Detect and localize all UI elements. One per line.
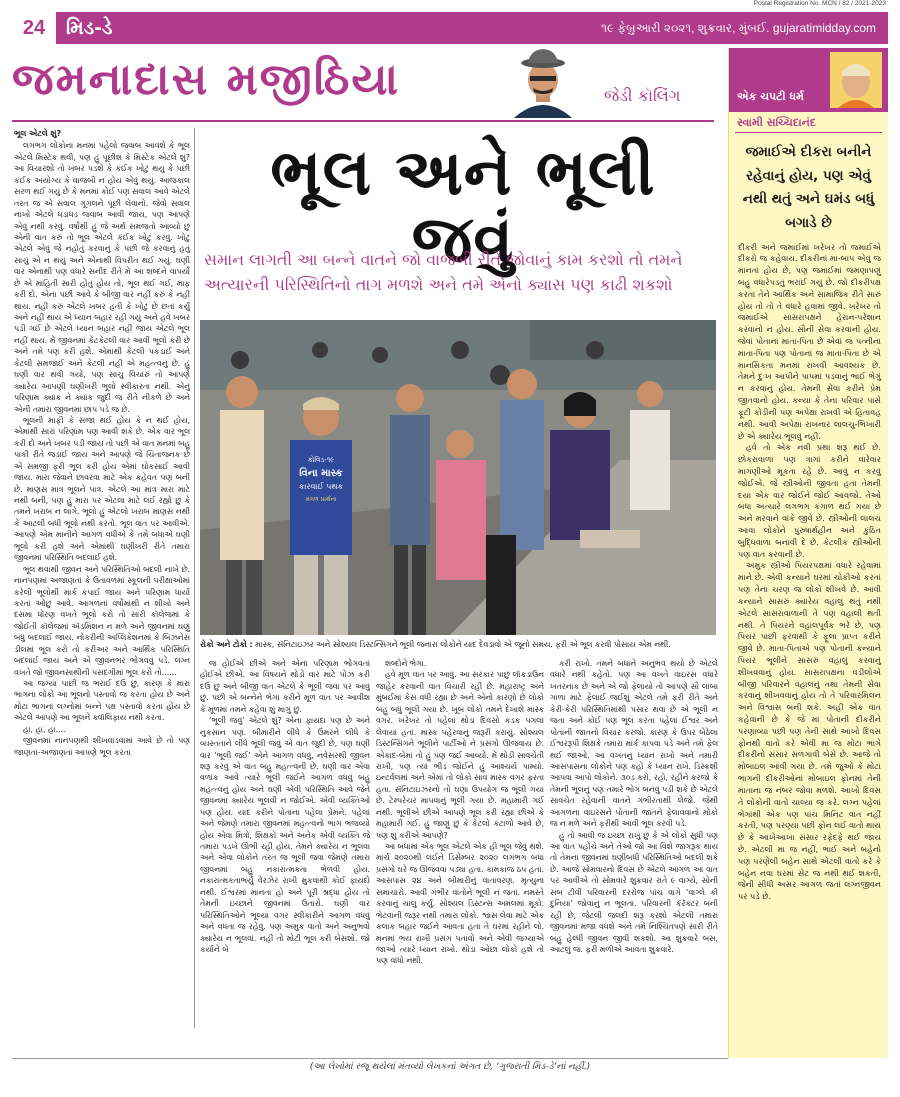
body-paragraph: લગભગ લોકોના મનમાં પહેલો જવાબ આવશે કે ભૂલ એટલે મિસ્ટેક થવી, પણ હું પૂછીશ કે મિસ્ટેક એટલે શું? આ વિચારશો તો ખબર પડશે કે કંઈક ખોટું થયું કે પછી કંઈક અયોગ્ય કે વાજબી ન હોય એવું થયું. આજકાલ સરળ થઈ ગયું છે કે મનમાં કોઈ પણ સવાલ આવે એટલે તરત જ એ સવાલ ગૂગલને પૂછી લેવાનો. જેવો સવાલ નાખો એટલે ધડાધડ જવાબ આવી જાય, પણ આપણે એવું નથી કરવું. વર્ષોથી હું જે અર્થ સમજતો આવ્યો છું એની વાત કરું તો ભૂલ એટલે કંઈક ખોટું કરવું. ખોટું એટલે એવું જે નહોતું કરવાનું કે પછી જે કરવાનું હતું સાચું એ ન થયું અને એનાથી વિપરીત થઈ ગયું. ઘણી વાર એનાથી પણ વધારે સનીદ રીતે મેં આ શબ્દને વાપર્યો છે એ માહિતી સારી હોતું હોય તો, ભૂલ થઈ ગઈ, માફ કરી દો. એના પછી આવે કે બીજી વાર નહીં કરું કે નહીં થાય. નહીં કરું એટલે ખબર હતી કે ખોટું છે છતાં કર્યું અને નહીં થાય એ ધ્યાન બહાર રહી ગયું અને હવે ખબર પડી ગઈ છે એટલે ધ્યાન બહાર નહીં જાય એટલે ભૂલ નહીં થાય. મેં જીવનમાં કેટકેટલી વાર આવી ભૂલો કરી છે અને તમે પણ કરી હશે. એમાંથી કેટલી પકડાઈ અને કેટલી સમજાઈ અને કેટલી નહીં એ મહત્ત્વનું છે. હું ઘણી વાર થવી ગયો, પણ સાચું વિચારું તો આપણે ક્યારેય આપણી ઘણીખરી ભૂલો સ્વીકારતા નથી. એનું પરિણામ ક્યાંક ને ક્યાંક જુદી જ રીતે નીકળે છે અને એની તમારા જીવનમાં છાપ પડે જ છે. (14, 141, 190, 414)
sidebar-paragraph: હવે તો એક નવી પ્રથા શરૂ થઈ છે. છોકરાવાળા પણ ત્રાગાં કરીને વારેવાર માગણીઓ મૂકતા રહે છે. આવું ન કરવું જોઈએ. જે સ્ત્રીઓની જીવતા હતા તેમની દયા એક વાર જોઈને જોઈ આવજો. તેઓ બધા અત્યારે લગભગ કંગાળ થઈ ગયા છે અને મરવાને વાંકે જીવે છે. સ્ત્રીઓની લાલચ આવા લોકોને પુરુષાર્થહીન અને કુંઠિત બુદ્ધિવાળા બનાવી દે છે. કેટલીક સ્ત્રીઓની પણ વાત કરવાની છે. (738, 442, 881, 559)
columnist-name: જમનાદાસ મજીઠિયા (12, 54, 401, 105)
body-paragraph: જીવનમાં નાનપણથી શીખવાડવામાં આવે છે તો પણ જાણતાં-અજાણતાં આપણે ભૂલ કરતા (14, 736, 190, 757)
intro-question: ભૂલ એટલે શું? (14, 129, 62, 138)
sidebar-rule (735, 132, 882, 133)
page-number: 24 (12, 12, 56, 44)
body-paragraph: કરી રાખો. તમને બધાને અનુભવ થયો છે એટલે વધારે નથી કહેતો. પણ આ વખતે વાઇરસ વધારે ખતરનાક છે અને એ જો ફેલાયો તો આપણે સૌ લાંબા ગાળા માટે ફેલાઈ જઈશું એટલે તમે ફરી રીતે અને કેરી-કેરી પરિસ્થિતિમાંથી પસાર થવા છે એ ભૂલી ન જતા અને કોઈ પણ ભૂલ કરતા પહેલાં ઈશ્વર અને પોતાની જાતનો વિચાર કરજો. કારણ કે ઉપર બેઠેલા ઈશ્વરરૂપી શિક્ષકે તમારા માર્ક કાપવા પડે અને તમે ફેલ થઈ જાઓ. આ વખતનું ધ્યાન રાખો અને તમારી આસપાસના લોકોને પણ કહો કે ધ્યાન રાખે. ડિસ્ક્રશી આપવા આપો લોકોને. ૩૦ડ કરો, રહો, રહીને કરજો કે તેમની ભૂલનું પણ તમારે ભોગ બનવું પડી શકે છે એટલે સાવચેત રહેવાની વાતને ગંભીરતાથી લેજો. જેથી આગળના વાઇરસને પોતાની જાતને ફેલાવવાનો મોકો જ ન મળે અને ફરીથી આવી ભૂલ કરવી પડે. (550, 659, 718, 829)
footer-rule (12, 1058, 728, 1059)
article-deck: સમાન લાગતી આ બન્ને વાતને જો વાજબી રીતે જોવાનું કામ કરશો તો તમને અત્યારની પરિસ્થિતિનો તાગ મળશે અને તમે એનો ક્યાસ પણ કાઢી શકશો (204, 250, 683, 294)
caption-text: માસ્ક, સૅનિટાઇઝર અને સોશ્યલ ડિસ્ટન્સિંગને ભૂલી જનારા લોકોને યાદ દેવડાવો એ જૂનો સમય. ફરી એ ભૂલ કરવી પોસાય એમ નથી. (255, 640, 671, 649)
body-paragraph: ‘ભૂલી જવું’ એટલે શું? એના ફાયદા પણ છે અને નુકસાન પણ. બીમારીને લીધે કે ઉંમરને લીધે કે વ્યસ્તતાને લીધે ભૂલી જવું એ વાત જુદી છે, પણ ઘણી વાર ‘ભૂલી જઈ’ એને આગળ વધવું, નવેસરથી જીવન શરૂ કરવું એ વાત બહુ મહત્ત્વની છે. ઘણી વાર એવા વળાંક આવે ત્યારે ભૂલી જઈને આગળ વધવું બહુ મહત્ત્વનું હોય અને ઘણી એવી પરિસ્થિતિ આવે જેને જીવનમાં ક્યારેય ભૂલવી ન જોઈએ. એવી વ્યક્તિઓ પણ હોય. યાદ કરીને પોતાના પહેલા પ્રેમને. પહેલાં અને જેમણે તમારા જીવનમાં મહત્ત્વનો ભાગ ભજવ્યો હોય એવા મિત્રો, શિક્ષકો અને અનેક એવી વ્યક્તિ જે તમારા પડખે ઊભી રહી હોય. તેમને ક્યારેય ન ભૂલવા અને એવા લોકોને તરત જ ભૂલી જવા જેમણે તમારા જીવનમાં બહુ નકારાત્મકતા ભેળવી હોય. નકારાત્મકતાભર્યું વેરઝેર રાખી મુકવાથી કોઈ ફાયદો નથી. ઈશ્વરમાં માનતા હો અને પૂરી શ્રદ્ધા હોય તો તેમની ઇચ્છાને જીવનમાં ઉતારો. ઘણી વાર પરિસ્થિતિઓને ભૂલ્યા વગર સ્વીકારીને આગળ વધવું અને વધતા જ રહેવું. પણ અમુક વાતો અને અનુભવો ક્યારેય ન ભૂલવાં. નહીં તો મોટી ભૂલ કરી બેસશો. જો કર્યાને બે (200, 716, 370, 954)
article-photo (200, 320, 716, 635)
vest-text-line-3: કારવાઈ પથક (298, 482, 344, 491)
sidebar-body (729, 242, 888, 904)
photo-caption (200, 640, 716, 651)
article-column-4 (550, 658, 718, 1028)
column-name: જેડી કૉલિંગ (604, 86, 681, 105)
sidebar-paragraph: અમુક સ્ત્રીઓ પિયરપક્ષમાં વધારે રહેવામાં માને છે. એવી કન્યાને ઘરમાં ચોકીઓ કરતાં પણ તેના ચરણ જ લોકો શીખવે છે. આવી કન્યાને સાસરું ક્યારેય વહાલું થતું નથી એટલે સાસરાવાળાની તે પણ વહાલી થતી નથી. તે પિયરને વહાલપૂર્વક ભરે છે, પણ પિયર પાછી ફરવાથી કે ફૂલા પ્રાપ્ત કરીને જીવે છે. માતા-પિતાએ પણ પોતાની કન્યાને પિયર ભૂલીને સાસરું વહાલું કરવાનું શીખવવાનું હોય. સાસરાપક્ષના વડીલોએ બીજી પરિવારને વહાલનું તથા તેમની સેવા કરવાનું શીખવવાનું હોય તો તે પરિવારમિલન અને વિશ્વાસ બની શકે. અહીં એક વાત કહેવાની છે કે જે માં પોતાની દીકરીને પરણાવ્યા પછી પણ તેની સાથે આખો દિવસ ફોનથી વાતો કરે એવી મા જ મોટા ભાગે દીકરીનો સંસાર સળગાવી બેસે છે. આજે તો મોબાઇલ આવી ગયા છે. તમે જુઓ કે મોટા ભાગની દીકરીઓનાં મોબાઇલ ફોનમાં તેની માતાના જ નંબર જોવા મળશે. આખો દિવસ તે લોકોની વાતો ચાલ્યા જ કરે. લગ્ન પહેલાં ભેગાંથી એક પણ પાંચ મિનિટ વાત નહીં કરતી, પણ પરણ્યા પછી ફોન લઈ વાતો થાય છે કે આખેઆખા સંસાર રફેદફે થઈ જાય છે. એટલી મા જ નહીં, ભાઈ અને બહેનો પણ પરણેલી બહેન સાથે એટલી વાતો કરે કે બહેન નવા ઘરમાં સેટ જ નથી થઈ શકતી, જેની સીધી અસર આગળ જતાં લગ્નજીવન પર પડે છે. (738, 560, 881, 902)
vest-text-line-1: કોવિડ-૧૯ (307, 456, 335, 464)
body-paragraph: આ બધામાં એક ભૂલ એટલે એક હી ભૂલ જેવું થશે. માર્ચ ૨૦૨૦થી લઈને ડિસેમ્બર ૨૦૨૦ લગભગ બધા પ્રસંગો ઘરે જ ઊજવવા પડ્યા હતા. કામકાજ ઠપ હતાં. આસપાસ ૨૪ અને બીમારીનું વાતાવરણ. મૃત્યુના સમાચારો. આવી ગંભીર વાતોને ભૂલી ન જતાં. નમસ્તે કરવાનું ચાલુ કર્યું. સોશ્યલ ડિસ્ટન્સ અમલમાં મૂકો. ભેટવાની જરૂર નથી તમારા લોકો. શ્વાસ લેવા માટે એક કલાક બહાર જઈને આવતા હતા તે ઘરમાં રહીને લો. મનમાં ભય રાખી પ્રસંગ પતાવો અને એવી જગ્યાએ જાઓ ત્યારે ધ્યાન રાખો. થોડા ઓછા લોકો હશે તો પણ વાંધો નથી. (376, 842, 544, 966)
sidebar-column (728, 48, 888, 1058)
section-name: મિડ-ડે (66, 17, 113, 39)
body-paragraph: ભૂલની માફી કે સજા થઈ હોય કે ન થઈ હોય, એમાંથી સારાં પરિણામ પણ આવી શકે છે. એક વાર ભૂલ કરી દો અને ખબર પડી જાય તો પછી એ વાત મનમાં બહુ પાકી રીતે જડાઈ જાય અને આપણે જે ચિંતાજનક છે એ સમજી ફરી ભૂલ કરી હોય એમાં ઘોકસાઈ આવી જાય. મારા જેવાને છાવરવા માટે એક કહેવત પણ બની છે. માણસ માત્ર ભૂલને પાત્ર. એટલે આ માત્ર મારા માટે નથી બની, પણ હું મારા પર એટલા માટે લઈ રહ્યો છું કે તમને ખરાબ ન લાગે. ભૂલો હું એટલો ખરાબ માણસ નથી કે આટલી બધી ભૂલો નથી કરતો. ભૂલ વાત પર આવીએ. આપણે એમ માનીને આગળ વધીએ કે તમે બધાએ ઘણી ભૂલો કરી હશે અને એમાંથી ઘણીખરી રીતે તમારા જીવનમાં પરિસ્થિતિ બદલાઈ હશે. (14, 415, 190, 563)
body-paragraph: હું તો આવી જ ઇચ્છા રાખું છું કે એ લોકો સુધી પણ આ વાત પહોંચે અને તેઓ જો આ વિશે જાગરૂક થાય તો તેમના જીવનમાં ઘણીબધી પરિસ્થિતિઓ બદલી શકે છે. આજે સોમવારનો દિવસ છે એટલે આગળ આ વાત પર આવીએ તો સોમવારે શુક્રવાર રાતે ૯ વાગ્યે, સોની સબ ટીવી પરિવારની દરરોજ પાંચ વાગે ‘વાગ્લે કી દુનિયા’ જોવાનું ન ભૂલતા. પરિવારની કૅરૅક્ટર બની રહી છે, જેટલી જલદી શરૂ કરશો એટલી તમારા જીવનમાં મજા વધશે અને તમે નિશ્ચિંતપણે સારી રીતે બહુ હેલ્ધી જીવન જીવી શકશો. આ શુક્રવારે બસ, આટલું જ. ફરી મળીએ આવતા શુક્રવારે. (550, 830, 718, 954)
author-portrait (830, 52, 882, 108)
body-paragraph: જ હોઈએ છીએ અને એનાં પરિણામ ભોગવતાં હોઈએ છીએ. આ વિષયને થોડો વાર માટે પોઝ કરી દઉં છું અને બીજી વાત એટલે કે ભૂલી જવા પર આવું છું. પછી એ બન્નેને ભેગાં કરીને મૂળ વાત પર આવીશ કે મૂળમાં તમને કહેવા શું માગું છું. (200, 659, 370, 714)
article-headline: ભૂલ અને ભૂલી જવું (270, 136, 656, 278)
vest-text-line-4: મંગળ પ્રાર્થના (305, 496, 337, 503)
postal-registration: Postal Registration No. MCN / 82 / 2021-2023 (753, 0, 886, 7)
masthead-rule (12, 120, 714, 122)
column-divider (194, 128, 195, 1028)
dateline: ૧૯ ફેબ્રુઆરી ૨૦૨૧, શુક્રવાર, મુંબઈ. gujaratimidday.com (601, 20, 876, 35)
sidebar-author: સ્વામી સચ્ચિદાનંદ (737, 116, 817, 129)
article-column-1 (14, 128, 190, 1026)
article-column-2 (200, 658, 370, 1028)
body-paragraph: શબ્દોને ભેગા. (385, 659, 427, 668)
body-paragraph: હા, હા, હા.... (23, 724, 66, 734)
sidebar-headline: જમાઈએ દીકરા બનીને રહેવાનું હોય, પણ એવું નથી થતું અને ઘમંડ બધું બગાડે છે (742, 144, 875, 231)
sidebar-badge-title: એક ચપટી ધર્મ (737, 90, 804, 103)
sidebar-paragraph: દીકરી અને જમાઈમાં ખરેખર તો જમાઈએ દીકરો જ કહેવાય. દીકરીનાં મા-બાપ એવું જ માનતાં હોય છે, પણ જમાઈમાં જમણાપણું બહુ વધારેપડતું ભરાઈ ગયું છે. જો દીકરીપક્ષ કરતાં તેને આર્થિક અને સામાજિક રીતે સારું હોય તો તો તે વધારે હવામાં જીવે. ખરેખર તો જમાઈએ સાસરાપક્ષને હેરાન-પરેશાન કરવાનો ન હોય. સૌની સેવા કરવાની હોય. જેવાં પોતાનાં માતા-પિતા છે એવાં જ પત્નીનાં માતા-પિતા પણ પોતાનાં જ માતા-પિતા છે એ માનસિકતા મનમાં રાખવી આવશ્યક છે. તેમને દુઃખ આપીને પાપમાં પડવાનું ભાઈ ભેગું ન કરવાનું હોય. તેમની સેવા કરીને પ્રેમ જીતવાનો હોય. કન્યા કે તેના પરિવાર પાસે ફૂટી કોડીની પણ અપેક્ષા રાખવી એ હિતાવહ નથી. આવી અપેક્ષા રાખનાર લાલચુ-ભિખારી છે એ ક્યારેય ભૂલવું નહીં. (738, 241, 881, 441)
page-header-bar (12, 12, 888, 44)
caption-lead: રોકો અને ટોકો : (200, 640, 253, 649)
body-paragraph: આ જગ્યા પાછી જ ભરાઈ દઉં છું, કારણ કે મારા ભાગના લોકો આ ભૂલનો પસ્તાવો જ કરતા હોય છે અને મોટા ભાગનાં લગ્નોમાં બન્ને પક્ષ પસ્તાવો કરતા હોય છે એટલે આપણે આ ભૂલને ક્વૉલિફાય નથી કરતા. (14, 679, 190, 723)
disclaimer: (આ લેખોમાં રજૂ થયેલાં મંતવ્યો લેખકનાં અંગત છે, ‘ગુજરાતી મિડ-ડે’નાં નહીં.) (309, 1062, 591, 1072)
vest-text-line-2: વિના માસ્ક (299, 468, 343, 479)
body-paragraph: હવે મૂળ વાત પર આવું. આ સરકાર પાછું લૉકડાઉન જાહેર કરવાની વાત વિચારી રહી છે. મહારાષ્ટ્ર અને મુંબઈમાં કેસ વધી રહ્યા છે અને એનો કારણો છે લોકો બહુ બધું ભૂલી ગયા છે. ખૂબ લોકો તમને દેખાશે માસ્ક વગર. ખરેખર તો પહેલાં થોડા દિવસો કડક પગલાં લેવાયાં હતાં. માસ્ક પહેરવાનું જરૂરી કરાયું. સોશ્યલ ડિસ્ટન્સિંગને ભૂલીને પાર્ટીઓ ને પ્રસંગો ઊજવાય છે. એકાદ-બેમાં તો હું પણ જઈ આવ્યો. મેં થોડી સાવચેતી રાખી, પણ ત્યાં ભીડ જોઈને હું આશ્ચર્ય પામ્યો. ઇન્ટર્વલમાં અને એમાં તો લોકો સાવ માસ્ક વગર ફરતા હતા. સૅનિટાઇઝરનો તો ઘણા ઉપયોગ જ ભૂલી ગયા છે. ટેમ્પરેચર માપવાનું ભૂલી ગયા છે. મહામારી ગઈ નથી. ભૂલીએ છીએ આપણે ભૂલ કરી રહ્યા છીએ કે મહામારી ગઈ. હું જાણું છું કે કેટલો કંટાળો આવે છે, પણ શું કરીએ આપણે? (376, 670, 544, 840)
column-masthead (12, 48, 726, 118)
article-column-3 (376, 658, 544, 1028)
sidebar-badge (729, 48, 888, 112)
columnist-portrait (500, 48, 586, 118)
body-paragraph: ભૂલ થવાથી જીવન અને પરિસ્થિતિઓ બદલી નાખે છે. નાનપણમાં અજાણતાં કે ઉતાવળમાં સ્કૂલની પરીક્ષાઓમાં કરેલી ભૂલોથી માર્ક કપાઈ જાય અને પરિણામ ધાર્યા કરતાં ઓછું આવે. આગળનાં વર્ષોમાંથી ન શીખો અને દસમા ધોરણ વખતે ભૂલો કરો તો સારી કૉલેજમાં કે જોઈતી કૉલેજમાં ઍડમિશન ન મળે અને જીવનમાં ઘણું બધું બદલાઈ જાય. નોકરીની અપ્લિકેશનમાં કે બિઝનેસ ડીલમાં ભૂલ કરો તો કરીઅર અને આર્થિક પરિસ્થિતિ બદલાઈ જાય અને એ જીવનભર ભોગવવું પડે. લગ્ન વખતે જો જીવનસાથીની પસંદગીમાં ભૂલ કરો તો...... (14, 564, 190, 677)
